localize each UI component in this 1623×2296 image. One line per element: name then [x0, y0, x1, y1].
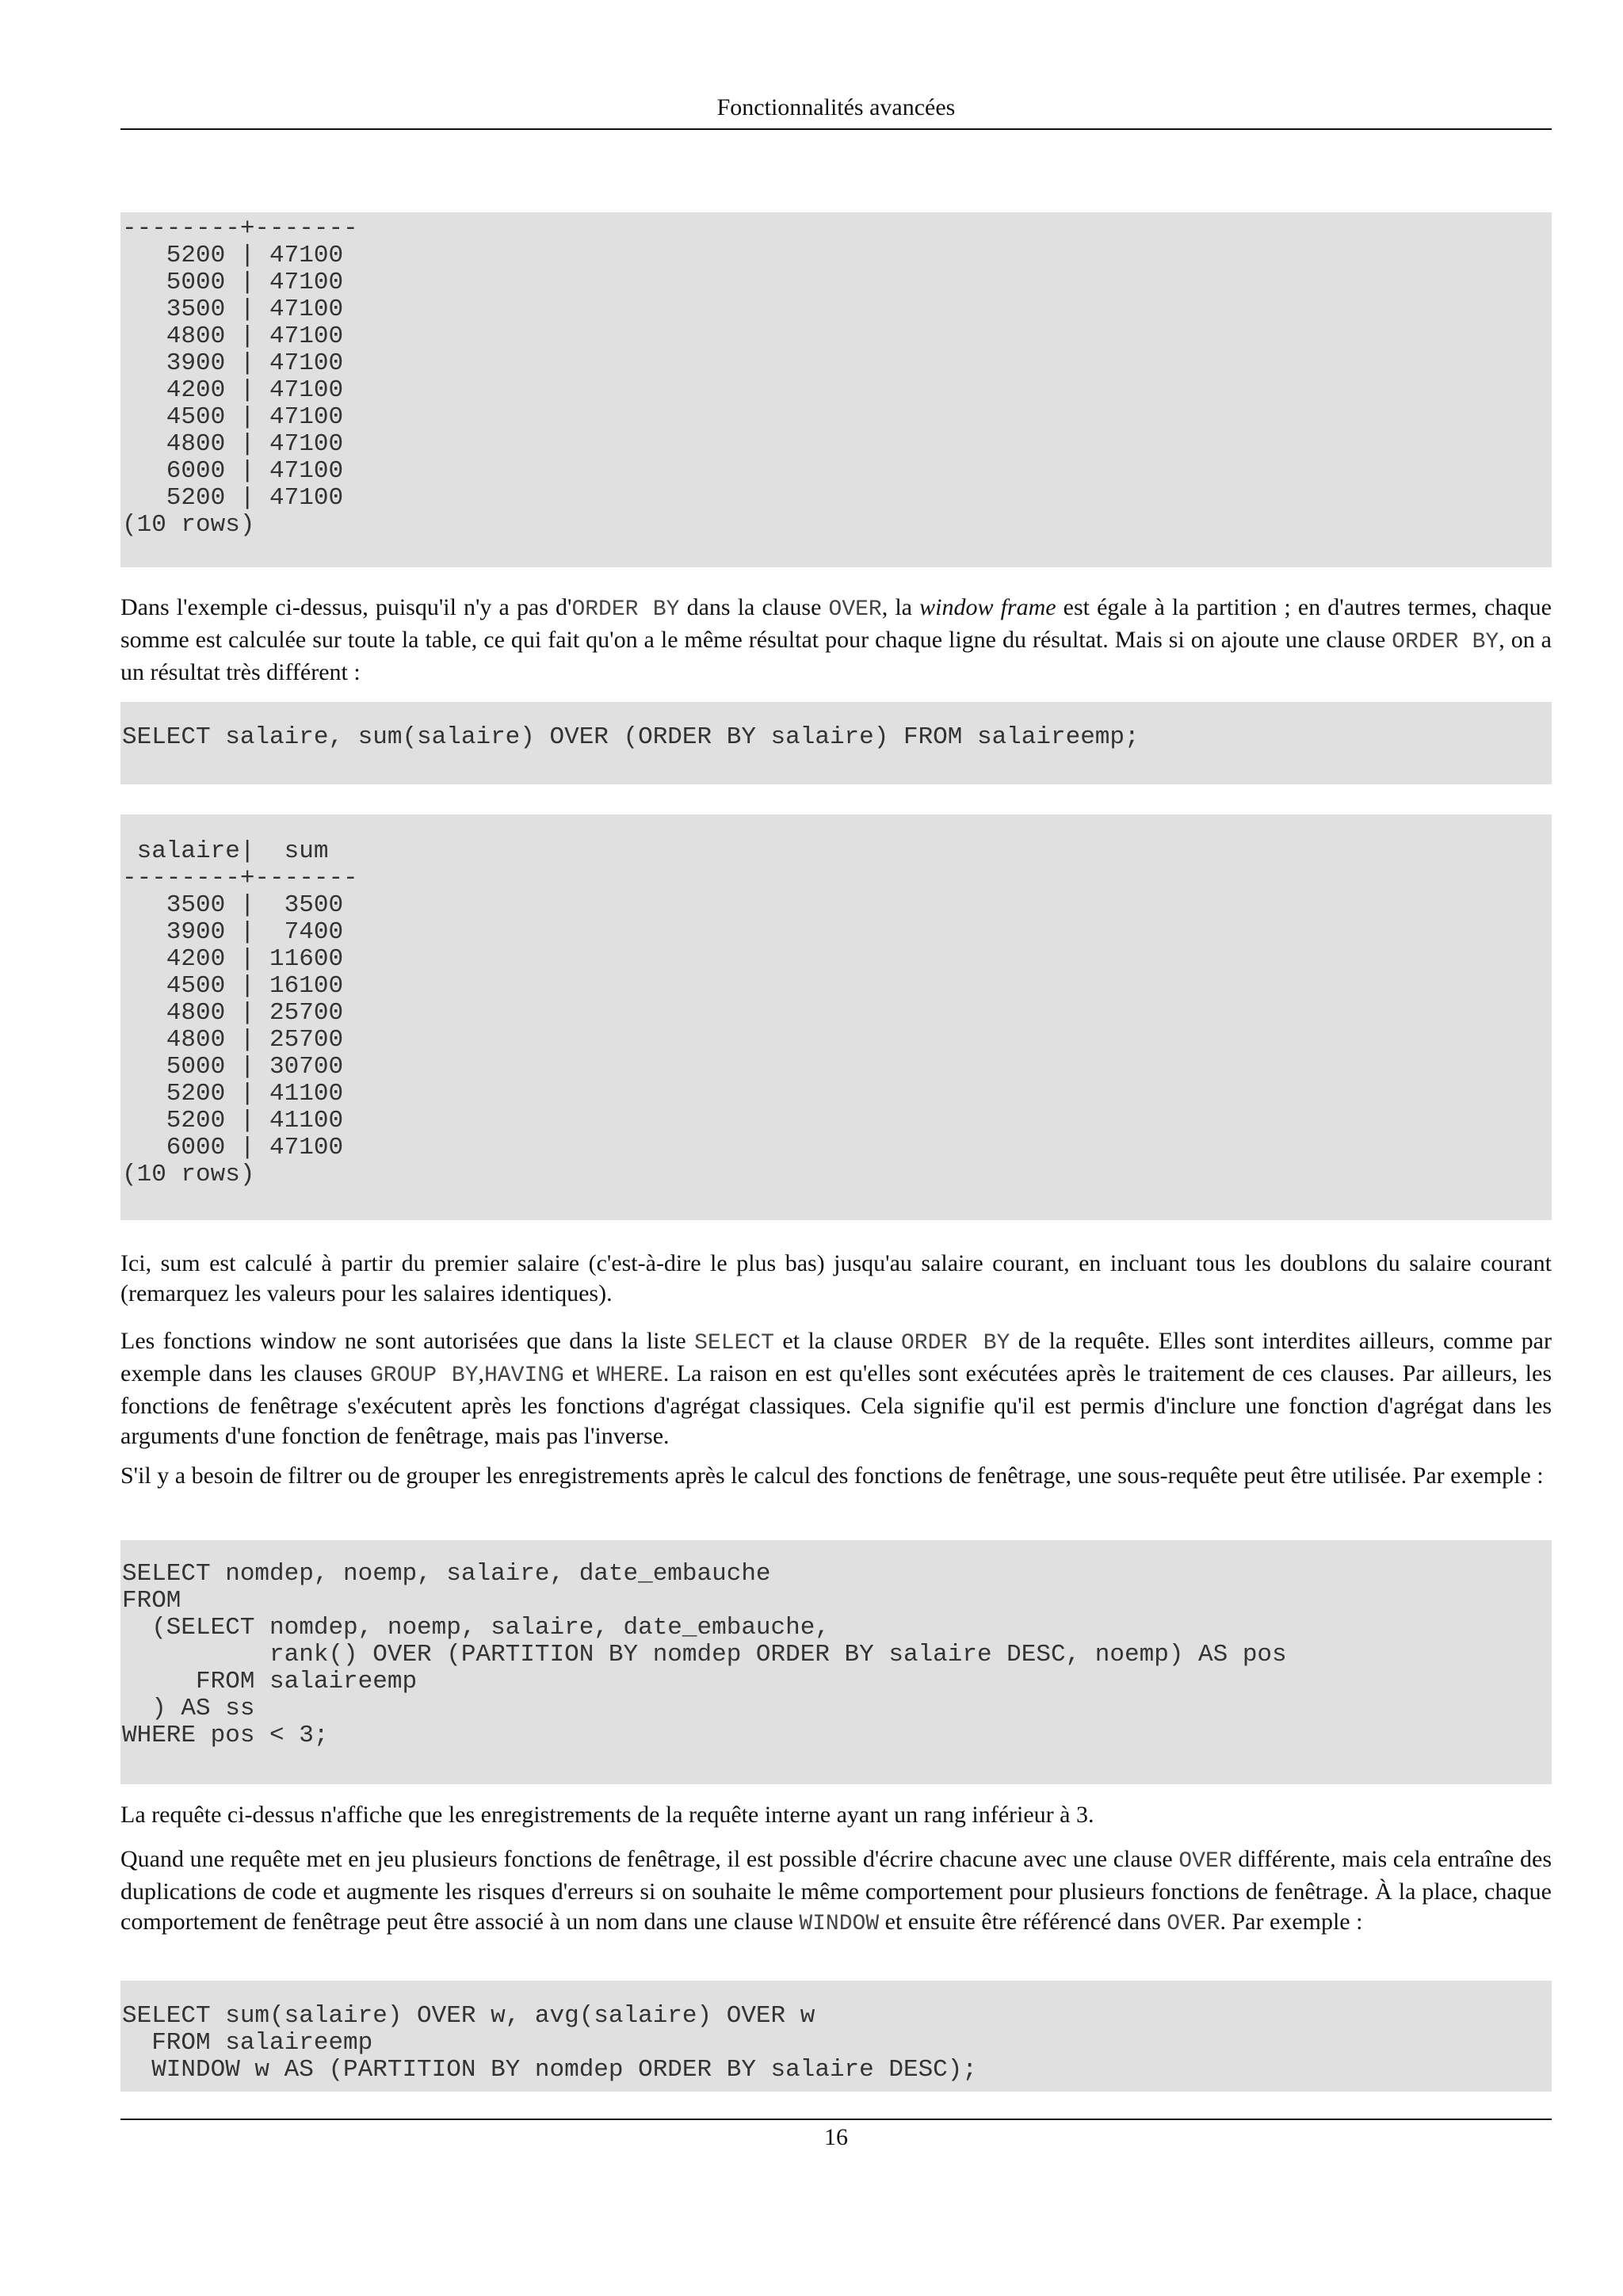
running-header: Fonctionnalités avancées [716, 94, 956, 120]
code-block-subquery: SELECT nomdep, noemp, salaire, date_embauche FROM (SELECT nomdep, noemp, salaire, date_embauche, rank() OVER (PARTITION BY nomdep ORDER BY salaire DESC, noemp) AS pos FROM salaireemp ) AS ss WHERE pos < 3; [120, 1540, 1552, 1784]
paragraph-subquery-result: La requête ci-dessus n'affiche que les enregistrements de la requête interne ayant un rang inférieur à 3. [120, 1802, 1094, 1828]
code-block-result-total: --------+------- 5200 | 47100 5000 | 47100 3500 | 47100 4800 | 47100 3900 | 47100 4200 | 47100 4500 | 47100 4800 | 47100 6000 | 47100 5200 | 47100 (10 rows) [120, 212, 1552, 567]
paragraph-window-restrictions: Les fonctions window ne sont autorisées que dans la liste SELECT et la clause ORDER BY de la requête. Elles sont interdites ailleurs, comme par exemple dans les clauses GROUP BY,HAVING et WHERE. La raison en est qu'elles sont exécutées après le traitement de ces clauses. Par ailleurs, les fonctions de fenêtrage s'exécutent après les fonctions d'agrégat classiques. Cela signifie qu'il est permis d'inclure une fonction d'agrégat dans les arguments d'une fonction de fenêtrage, mais pas l'inverse. [120, 1328, 1552, 1449]
header-rule [120, 128, 1552, 130]
code-block-select-order-by: SELECT salaire, sum(salaire) OVER (ORDER BY salaire) FROM salaireemp; [120, 702, 1552, 784]
code-block-result-cumulative: salaire| sum --------+------- 3500 | 3500 3900 | 7400 4200 | 11600 4500 | 16100 4800 | 25700 4800 | 25700 5000 | 30700 5200 | 41100 5200 | 41100 6000 | 47100 (10 rows) [120, 814, 1552, 1220]
code-block-window-clause: SELECT sum(salaire) OVER w, avg(salaire) OVER w FROM salaireemp WINDOW w AS (PARTITION BY nomdep ORDER BY salaire DESC); [120, 1981, 1552, 2092]
page-number: 16 [824, 2124, 848, 2150]
paragraph-window-clause: Quand une requête met en jeu plusieurs fonctions de fenêtrage, il est possible d'écrire chacune avec une clause OVER différente, mais cela entraîne des duplications de code et augmente les risques d'erreurs si on souhaite le même comportement pour plusieurs fonctions de fenêtrage. À la place, chaque comportement de fenêtrage peut être associé à un nom dans une clause WINDOW et ensuite être référencé dans OVER. Par exemple : [120, 1846, 1552, 1936]
paragraph-sum-explanation: Ici, sum est calculé à partir du premier salaire (c'est-à-dire le plus bas) jusqu'au salaire courant, en incluant tous les doublons du salaire courant (remarquez les valeurs pour les salaires identiques). [120, 1250, 1552, 1306]
footer-rule [120, 2119, 1552, 2120]
paragraph-subquery-intro: S'il y a besoin de filtrer ou de grouper les enregistrements après le calcul des fonctions de fenêtrage, une sous-requête peut être utilisée. Par exemple : [120, 1463, 1544, 1489]
paragraph-window-frame: Dans l'exemple ci-dessus, puisqu'il n'y a pas d'ORDER BY dans la clause OVER, la window frame est égale à la partition ; en d'autres termes, chaque somme est calculée sur toute la table, ce qui fait qu'on a le même résultat pour chaque ligne du résultat. Mais si on ajoute une clause ORDER BY, on a un résultat très différent : [120, 594, 1552, 685]
